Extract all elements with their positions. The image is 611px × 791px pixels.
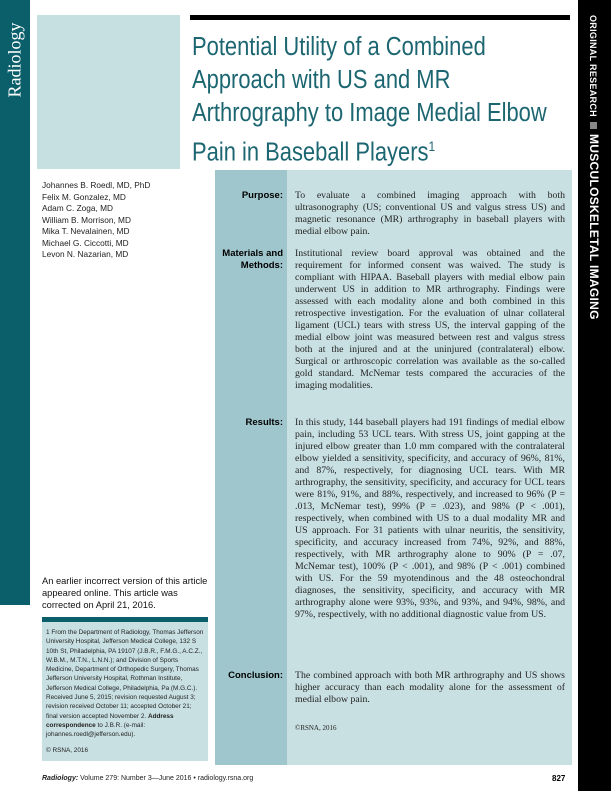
correction-note: An earlier incorrect version of this article appeared online. This article was corrected on April 21, 2016. [42, 576, 208, 610]
purpose-text: To evaluate a combined imaging approach with both ultrasonography (US; conventional US and valgus stress US) and magnetic resonance (MR) arthrography in baseball players with medial elbow pain. [295, 190, 565, 237]
section-label: ORIGINAL RESEARCHMUSCULOSKELETAL IMAGING [587, 15, 601, 320]
results-label: Results: [245, 417, 283, 428]
methods-label: Materials and Methods: [222, 248, 283, 271]
abstract-copyright: ©RSNA, 2016 [295, 724, 337, 732]
methods-text: Institutional review board approval was obtained and the requirement for informed consent was waived. The study is compliant with HIPAA. Baseball players with medial elbow pain underwent US in addition to MR arthrography. Findings were assessed with each modality alone and both combined in this retrospective investigation. For the evaluation of ulnar collateral ligament (UCL) tears with stress US, the interval gapping of the medial elbow joint was measured between rest and valgus stress both at the injured and at the uninjured (contralateral) elbow. Surgical or arthroscopic correlation was available as the so-called gold standard. McNemar tests compared the accuracies of the imaging modalities. [295, 248, 565, 391]
page-number: 827 [552, 774, 566, 783]
author: Johannes B. Roedl, MD, PhD [42, 180, 151, 190]
author: Levon N. Nazarian, MD [42, 249, 129, 259]
author: Adam C. Zoga, MD [42, 203, 114, 213]
journal-sidebar [0, 0, 30, 605]
conclusion-label: Conclusion: [228, 670, 283, 681]
affiliation-footnote: 1 From the Department of Radiology, Thomas Jefferson University Hospital, Jefferson Medical College, 132 S 10th St, Philadelphia, PA 19107 (J.B.R., F.M.G., A.C.Z., W.B.M., M.T.N., L.N.N.); and Division of Sports Medicine, Department of Orthopedic Surgery, Thomas Jefferson University Hospital, Rothman Institute, Jefferson Medical College, Philadelphia, Pa (M.G.C.). Received June 5, 2015; revision requested August 3; revision received October 11; accepted October 21; final version accepted November 2. Address correspondence to J.B.R. (e-mail: johannes.roedl@jefferson.edu). © RSNA, 2016 [42, 617, 208, 761]
abstract-box [215, 170, 572, 765]
author: William B. Morrison, MD [42, 214, 131, 225]
image-placeholder [37, 15, 180, 169]
footnote-copyright: © RSNA, 2016 [46, 746, 89, 754]
conclusion-text: The combined approach with both MR arthrography and US shows higher accuracy than each modality alone for the assessment of medial elbow pain. [295, 670, 565, 705]
author: Mika T. Nevalainen, MD [42, 226, 130, 236]
purpose-label: Purpose: [241, 190, 283, 201]
author: Michael G. Ciccotti, MD [42, 237, 129, 248]
author-list [42, 180, 150, 261]
journal-name-vertical: Radiology [4, 22, 25, 98]
article-title: Potential Utility of a Combined Approach with US and MR Arthrography to Image Medial Elbow Pain in Baseball Players$^1$ [192, 33, 547, 167]
results-text: In this study, 144 baseball players had 191 findings of medial elbow pain, including 53 UCL tears. With stress US, joint gapping at the injured elbow greater than 1.0 mm compared with the contralateral elbow yielded a sensitivity, specificity, and accuracy of 96%, 81%, and 87%, respectively, for diagnosing UCL tears. With MR arthrography, the sensitivity, specificity, and accuracy for UCL tears were 81%, 91%, and 88%, respectively, and increased to 96% (P = .013, McNemar test), 99% (P = .023), and 98% (P < .001), respectively, when combined with US to a dual modality MR and US approach. For 31 patients with ulnar neuritis, the sensitivity, specificity, and accuracy increased from 74%, 92%, and 88%, respectively, with MR arthrography alone to 90% (P = .07, McNemar test), 100% (P < .001), and 98% (P < .001) combined with US. For the 59 myotendinous and the 48 osteochondral diagnoses, the sensitivity, specificity, and accuracy with MR arthrography alone were 93%, 93%, and 93%, and 94%, 98%, and 97%, respectively, with no additional diagnostic value from US. [295, 417, 565, 620]
page-footer: Radiology: Volume 279: Number 3—June 2016 • radiology.rsna.org [42, 775, 254, 782]
title-rule [190, 15, 570, 20]
author: Felix M. Gonzalez, MD [42, 191, 126, 202]
